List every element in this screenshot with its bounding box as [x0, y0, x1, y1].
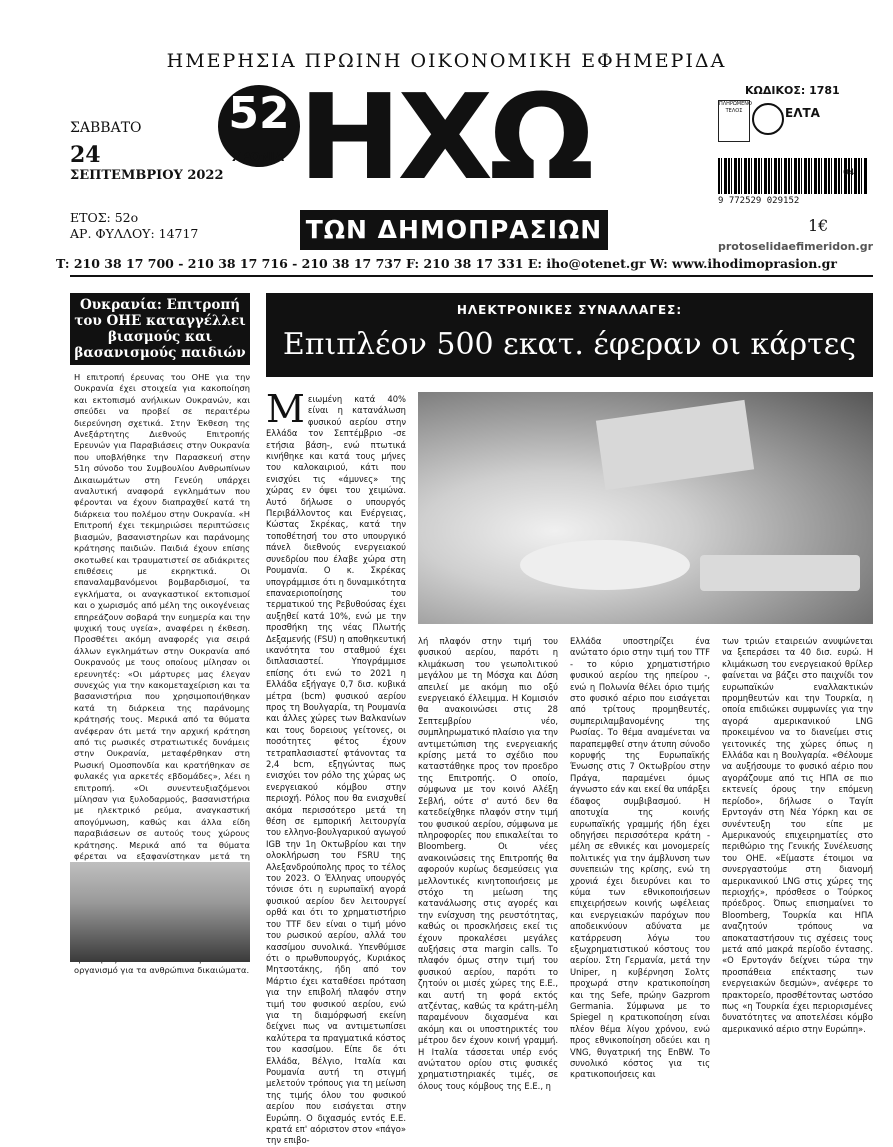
issue-sheet: ΑΡ. ΦΥΛΛΟΥ: 14717 — [70, 226, 199, 241]
issue-year: ΕΤΟΣ: 52ο — [70, 210, 139, 225]
issue-info — [70, 210, 198, 242]
side-headline: Ουκρανία: Επιτροπή του ΟΗΕ καταγγέλλει βιασμούς και βασανισμούς παιδιών — [70, 293, 250, 365]
main-headline-box — [266, 293, 873, 377]
newspaper-subtitle: ΤΩΝ ΔΗΜΟΠΡΑΣΙΩΝ — [300, 210, 608, 250]
soldiers-photo — [70, 862, 250, 962]
main-kicker: ΗΛΕΚΤΡΟΝΙΚΕΣ ΣΥΝΑΛΛΑΓΕΣ: — [456, 303, 683, 317]
contact-line: T: 210 38 17 700 - 210 38 17 716 - 210 38 17 737 F: 210 38 17 331 E: iho@otenet.gr W: www.ihodimoprasion.gr — [56, 256, 837, 271]
column-1-text: ειωμένη κατά 40% είναι η κατανάλωση φυσικού αερίου στην Ελλάδα τον Σεπτέμβριο -σε ετήσια βάση-, ενώ πτωτικά κινήθηκε και κατά τους μήνες του καλοκαιριού, κάτι που ενισχύει τις «άμυνες» της χώρας εν όψει του χειμώνα. Αυτό δήλωσε ο υπουργός Περιβάλλοντος και Ενέργειας, Κώστας Σκρέκας, κατά την τοποθέτησή του στο υπουργικό πάνελ διεθνούς ενεργειακού συνεδρίου που έλαβε χώρα στη Ρουμανία. Ο κ. Σκρέκας υπογράμμισε ότι η δυναμικότητα επαναεριοποίησης του τερματικού της Ρεβυθούσας έχει αυξηθεί κατά 10%, ενώ με την προσθήκη της νέας Πλωτής Δεξαμενής (FSU) η αποθηκευτική ικανότητα του σταθμού έχει διπλασιαστεί. Υπογράμμισε επίσης ότι ενώ το 2021 η Ελλάδα εξήγαγε 0,7 δισ. κυβικά μέτρα (bcm) φυσικού αερίου προς τη Βουλγαρία, τη Ρουμανία και άλλες χώρες των Βαλκανίων και τους δορειους γείτονες, οι ποσότητες φέτος έχουν τετραπλασιαστεί φτάνοντας τα 2,4 bcm, εξηγώντας πως ενισχύει τον ρόλο της χώρας ως ενεργειακού κόμβου στην περιοχή. Ρόλος που θα ενισχυθεί ακόμα περισσότερο μετά τη θέση σε εμπορική λειτουργία του ελληνο-βουλγαρικού αγωγού IGB την 1η Οκτωβρίου και την ολοκλήρωση του FSRU της Αλεξανδρούπολης προς το τέλος του 2023. Ο Έλληνας υπουργός τόνισε ότι η ευρωπαϊκή αγορά φυσικού αερίου δεν λειτουργεί ορθά και ότι το χρηματιστήριο του TTF δεν είναι ο τιμή μόνο του ρωσικού αερίου, αλλά του κασσίμου συνολικά. Υπενθύμισε ότι ο πρωθυπουργός, Κυριάκος Μητσοτάκης, ήδη από τον Μάρτιο έχει καταθέσει πρόταση για την επιβολή πλαφόν στην τιμή του φυσικού αερίου, ενώ για τη διαμόρφωσή εκείνη δείχνει πως να αντιμετωπίσει καλύτερα τα πραγματικά κόστος του κασσίμου. Είπε δε ότι Ελλάδα, Βέλγιο, Ιταλία και Ρουμανία αυτή τη στιγμή μελετούν τρόπους για τη μείωση της τιμής όλου του φυσικού αερίου που εισάγεται στην Ευρώπη. Ο διχασμός εντός Ε.Ε. κρατά επ' αόριστον στον «πάγο» την επιβο- — [266, 394, 406, 1146]
badge-number: 52 — [228, 88, 290, 139]
barcode-number: 9 772529 029152 — [718, 196, 800, 206]
mouse-shape — [520, 540, 690, 590]
article-column-2: λή πλαφόν στην τιμή του φυσικού αερίου, παρότι η κλιμάκωση του γεωπολιτικού μεγάλου με τη Μόσχα και Δύση απειλεί με ακόμη πιο οξύ ενεργειακό έλλειμμα. Η Κομισιόν θα ανακοινώσει στις 28 Σεπτεμβρίου νέο, συμπληρωματικό πλαίσιο για την αντιμετώπιση της ενεργειακής κρίσης μετά το σχέδιο που καταστάθηκε προς τον προεδρο της Επιτροπής. Ο οποίο, σύμφωνα με τον κοινό Αλέξη Σεβλή, ούτε σ' αυτό δεν θα κατεδείχθηκε πλαφόν στην τιμή του φυσικού αερίου, σύμφωνα με πληροφορίες που επικαλείται το Bloomberg. Οι νέες ανακοινώσεις της Επιτροπής θα αφορούν κυρίως δεσμεύσεις για μελλοντικές κινητοποιήσεις με στόχο τη μείωση της κατανάλωσης στις αγορές και την ενίσχυση της ρευστότητας, καθώς οι προσκλήσεις εκεί τις έχουν προκαλέσει μεγάλες αυξήσεις στα margin calls. Το πλαφόν όμως στην τιμή του φυσικού αερίου, παρότι το ζητούν οι μισές χώρες της Ε.Ε., και αυτή τη φορά εκτός ατζέντας, καθώς τα κράτη-μέλη παραμένουν διχασμένα και ακόμη και οι υποστηρικτές του μέτρου δεν έχουν κοινή γραμμή. Η Ιταλία τάσσεται υπέρ ενός ανώτατου ορίου στις φυσικές χρηματιστηριακές τιμές, σε όλους τους κόμβους της Ε.Ε., η — [418, 636, 558, 1091]
elta-logo: ΕΛΤΑ — [785, 106, 820, 120]
divider — [70, 275, 873, 277]
date-box — [70, 120, 224, 183]
main-headline: Επιπλέον 500 εκατ. έφεραν οι κάρτες — [282, 327, 857, 362]
badge-label: ΧΡΟΝΙΑ — [232, 150, 285, 164]
barcode-addon: 04 — [843, 168, 855, 178]
side-article-text: Η επιτροπή έρευνας του ΟΗΕ για την Ουκρανία έχει στοιχεία για κακοποίηση και εκτοπισμό ανήλικων Ουκρανών, και σπεύδει να προβεί σε περαιτέρω διερεύνηση σχετικά. Στην Έκθεση της Ανεξάρτητης Διεθνούς Επιτροπής Ερευνών για Παραβιάσεις στην Ουκρανία που υποβλήθηκε την Παρασκευή στην 51η σύνοδο του Συμβουλίου Ανθρωπίνων Δικαιωμάτων στη Γενεύη υπάρχει αναλυτική αναφορά εγκλημάτων που φέρονται να έχουν διαπραχθεί κατά τη διάρκεια του πολέμου στην Ουκρανία. «Η Επιτροπή έχει τεκμηριώσει περιπτώσεις βιασμών, βασανιστηρίων και παράνομης κράτησης παιδιών. Παιδιά έχουν επίσης σκοτωθεί και τραυματιστεί σε αδιάκριτες επιθέσεις με εκρηκτικά. Οι επαναλαμβανόμενοι βομβαρδισμοί, τα εγκλήματα, οι αναγκαστικοί εκτοπισμοί και ο χωρισμός από μέλη της οικογένειας επηρεάζουν σοβαρά την ευημερία και την ψυχική τους υγεία», αναφέρει η έκθεση. Προσθέτει ακόμη αναφορές για σειρά άλλων εγκλημάτων στην Ουκρανία από Ουκρανούς με τους οποίους μίλησαν οι ερευνητές: «Οι μάρτυρες μας έλεγαν συνεχώς για την κακομεταχείριση και τα βασανιστήρια που χρησιμοποιήθηκαν κατά τη διάρκεια της παράνομης κράτησής τους. Μερικά από τα θύματα ανέφεραν ότι μετά την αρχική κράτηση από τις ρωσικές στρατιωτικές δυνάμεις στην Ουκρανία, μεταφέρθηκαν στη Ρωσική Ομοσπονδία και κρατήθηκαν σε φυλακές για αρκετές εβδομάδες», λέει η επιτροπή. «Οι συνεντευξιαζόμενοι μίλησαν για ξυλοδαρμούς, βασανιστήρια με ηλεκτρικό ρεύμα, αναγκαστική απογύμνωση, καθώς και άλλα είδη παραβιάσεων σε αυτούς τους χώρους κράτησης. Μερικά από τα θύματα φέρεται να εξαφανίστηκαν μετά τη οργανισμό για τα ανθρώπινα δικαιώματα. — [74, 372, 250, 976]
postage-stamp: ΠΛΗΡΩΜΕΝΟ ΤΕΛΟΣ — [718, 100, 750, 142]
article-column-3: Ελλάδα υποστηρίζει ένα ανώτατο όριο στην τιμή του TTF - το κύριο χρηματιστήριο φυσικού αερίου της ηπείρου -, ενώ η Πολωνία θέλει όριο τιμής στο φυσικό αέριο που εισάγεται από τρίτους προμηθευτές, συμπεριλαμβανομένης της Ρωσίας. Το θέμα αναμένεται να παραπεμφθεί στην άτυπη σύνοδο κορυφής της Ευρωπαϊκής Ένωσης στις 7 Οκτωβρίου στην Πράγα, παραμένει όμως άγνωστο εάν και εκεί θα υπάρξει έδαφος συμβιβασμού. Η αποτυχία της κοινής ευρωπαϊκής γραμμής ήδη έχει οδηγήσει περισσότερα κράτη - μέλη σε εθνικές και μονομερείς πολιτικές για την άμβλυνση των συνεπειών της κρίσης, ενώ τη χρονιά έχει διευρύνει και το κύμα των εθνικοποιήσεων επιχειρήσεων κοινής ωφέλειας και ενεργειακών παρόχων που αποδεικνύουν αδύνατα με κατάρρευση λόγω του εξωχρηματιστικού κόστους του αερίου. Στη Γερμανία, μετά την Uniper, η κυβέρνηση Σολτς προχωρά στην κρατικοποίηση και της Sefe, πρώην Gazprom Germania. Σύμφωνα με το Spiegel η κρατικοποίηση είναι πλέον θέμα λίγου χρόνου, ενώ προς εθνικοποίηση οδεύει και η VNG, θυγατρική της EnBW. Το συνολικό κόστος για τις κρατικοποιήσεις και — [570, 636, 710, 1080]
keyboard-shape — [700, 555, 860, 591]
newspaper-title: ΗΧΩ — [298, 68, 590, 206]
article-column-1 — [266, 387, 406, 1146]
article-column-4: των τριών εταιρειών ανυψώνεται να ξεπεράσει τα 40 δισ. ευρώ. Η κλιμάκωση του ενεργειακού θρίλερ φαίνεται να βάζει στο παιχνίδι τον ευρωπαϊκών εναλλακτικών προμηθευτών και την Τουρκία, η οποία επιδιώκει συμφωνίες για την αγορά αμερικανικού LNG προκειμένου να το διανείμει στις γειτονικές της χώρες όπως η Ελλάδα και η Βουλγαρία. «Θέλουμε να αυξήσουμε το φυσικό αέριο που αγοράζουμε από τις ΗΠΑ σε πιο εκτενείς όρους την επόμενη περίοδο», δήλωσε ο Ταγίπ Ερντογάν στη Νέα Υόρκη και σε συνέντευξη του είπε με Αμερικανούς επιχειρηματίες στο περιθώριο της Γενικής Συνέλευσης του ΟΗΕ. «Είμαστε έτοιμοι να συνεργαστούμε στη διανομή αμερικανικού LNG στις χώρες της περιοχής», πρόσθεσε ο Τούρκος πρόεδρος. Όπως επισημαίνει το Bloomberg, Τουρκία και ΗΠΑ αναζητούν τρόπους να αποκαταστήσουν τις σχέσεις τους μετά από μακρά περίοδο έντασης. «Ο Ερντογάν δείχνει τώρα την προσπάθεια επέκτασης των ενεργειακών δεσμών», ανέφερε το πρακτορείο, προσθέτοντας ωστόσο πως «η Τουρκία έχει περιορισμένες δυνατότητες να αποτελέσει κόμβο αμερικανικό αέριο στην Ευρώπη». — [722, 636, 873, 1034]
code-label: ΚΩΔΙΚΟΣ: 1781 — [745, 84, 840, 97]
tagline: ΗΜΕΡΗΣΙΑ ΠΡΩΙΝΗ ΟΙΚΟΝΟΜΙΚΗ ΕΦΗΜΕΡΙΔΑ — [166, 50, 727, 72]
date-number: 24 — [70, 142, 101, 168]
dropcap: Μ — [266, 387, 305, 431]
date-month: ΣΕΠΤΕΜΒΡΙΟΥ 2022 — [70, 168, 224, 183]
watermark: protoselidaefimeridon.gr — [718, 240, 873, 253]
date-day: ΣΑΒΒΑΤΟ — [70, 120, 142, 136]
seal-icon — [752, 103, 784, 135]
price: 1€ — [808, 216, 829, 235]
